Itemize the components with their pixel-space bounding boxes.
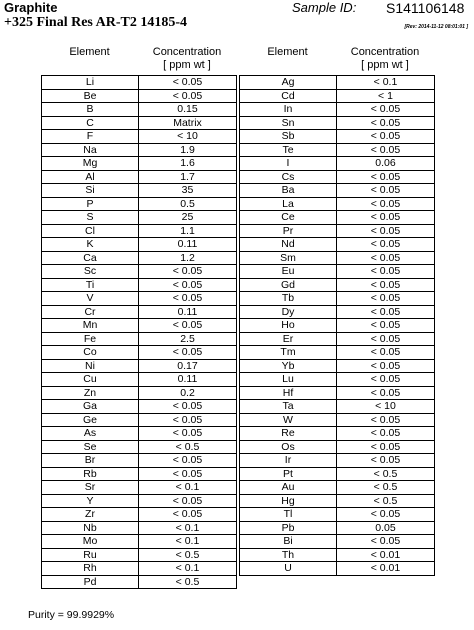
element-symbol: Sm: [240, 251, 337, 265]
element-symbol: Ge: [42, 413, 139, 427]
element-symbol: Pb: [240, 521, 337, 535]
concentration-value: < 0.05: [337, 103, 435, 117]
element-symbol: Hg: [240, 494, 337, 508]
table-row: [240, 359, 435, 373]
element-symbol: Ho: [240, 319, 337, 333]
concentration-value: < 0.5: [139, 548, 237, 562]
table-row: [42, 116, 237, 130]
concentration-value: 0.17: [139, 359, 237, 373]
element-symbol: Zn: [42, 386, 139, 400]
element-symbol: Sc: [42, 265, 139, 279]
table-row: [42, 535, 237, 549]
table-row: [42, 562, 237, 576]
table-row: [42, 332, 237, 346]
concentration-value: < 0.1: [337, 76, 435, 90]
concentration-value: < 0.05: [139, 76, 237, 90]
right-concentration-header: [336, 46, 434, 72]
table-row: [42, 157, 237, 171]
element-symbol: Gd: [240, 278, 337, 292]
concentration-value: < 0.05: [337, 238, 435, 252]
element-symbol: Nd: [240, 238, 337, 252]
table-row: [42, 413, 237, 427]
table-row: [42, 575, 237, 589]
element-symbol: Ni: [42, 359, 139, 373]
table-row: [240, 548, 435, 562]
element-symbol: Cr: [42, 305, 139, 319]
concentration-value: 1.9: [139, 143, 237, 157]
table-row: [42, 305, 237, 319]
element-symbol: Hf: [240, 386, 337, 400]
table-row: [42, 494, 237, 508]
right-element-header: [239, 46, 336, 59]
concentration-value: < 0.05: [337, 265, 435, 279]
table-row: [42, 548, 237, 562]
right-concentration-table: [239, 75, 435, 576]
element-symbol: Ba: [240, 184, 337, 198]
element-symbol: Rb: [42, 467, 139, 481]
concentration-value: < 0.05: [139, 400, 237, 414]
element-symbol: V: [42, 292, 139, 306]
table-row: [42, 170, 237, 184]
concentration-value: < 0.05: [139, 319, 237, 333]
element-symbol: Th: [240, 548, 337, 562]
concentration-value: < 0.05: [139, 494, 237, 508]
table-row: [240, 251, 435, 265]
concentration-value: < 0.05: [337, 508, 435, 522]
table-row: [240, 386, 435, 400]
element-symbol: Ru: [42, 548, 139, 562]
concentration-value: < 0.05: [337, 440, 435, 454]
table-row: [42, 251, 237, 265]
element-symbol: La: [240, 197, 337, 211]
element-symbol: Tm: [240, 346, 337, 360]
table-row: [240, 103, 435, 117]
element-symbol: U: [240, 562, 337, 576]
concentration-value: 35: [139, 184, 237, 198]
element-symbol: Mg: [42, 157, 139, 171]
element-symbol: As: [42, 427, 139, 441]
table-row: [240, 89, 435, 103]
element-symbol: Al: [42, 170, 139, 184]
concentration-value: < 0.05: [139, 467, 237, 481]
table-row: [42, 130, 237, 144]
concentration-value: < 0.05: [337, 211, 435, 225]
concentration-value: < 0.05: [337, 292, 435, 306]
left-concentration-table: [41, 75, 237, 589]
concentration-value: < 10: [139, 130, 237, 144]
table-row: [240, 400, 435, 414]
concentration-value: < 0.05: [337, 143, 435, 157]
table-row: [240, 562, 435, 576]
table-row: [240, 157, 435, 171]
table-row: [42, 373, 237, 387]
sample-id-label: Sample ID:: [292, 0, 357, 15]
element-symbol: Ag: [240, 76, 337, 90]
element-symbol: Nb: [42, 521, 139, 535]
table-row: [42, 359, 237, 373]
table-row: [42, 481, 237, 495]
table-row: [240, 319, 435, 333]
table-row: [42, 76, 237, 90]
element-symbol: Mo: [42, 535, 139, 549]
table-row: [240, 197, 435, 211]
element-symbol: Yb: [240, 359, 337, 373]
table-row: [240, 143, 435, 157]
sample-description: +325 Final Res AR-T2 14185-4: [4, 15, 187, 30]
table-row: [240, 535, 435, 549]
concentration-value: < 0.05: [337, 413, 435, 427]
table-row: [240, 521, 435, 535]
concentration-value: < 0.1: [139, 535, 237, 549]
concentration-value: < 0.05: [337, 305, 435, 319]
table-row: [42, 224, 237, 238]
concentration-value: < 0.05: [337, 332, 435, 346]
table-row: [240, 413, 435, 427]
concentration-value: < 0.05: [139, 292, 237, 306]
element-symbol: B: [42, 103, 139, 117]
concentration-value: < 0.1: [139, 481, 237, 495]
table-row: [42, 508, 237, 522]
concentration-value: < 0.05: [139, 427, 237, 441]
concentration-value: < 0.05: [337, 278, 435, 292]
unit-header-label: [ ppm wt ]: [163, 59, 211, 71]
element-symbol: Cl: [42, 224, 139, 238]
concentration-value: < 0.05: [337, 319, 435, 333]
table-row: [42, 103, 237, 117]
element-symbol: Rh: [42, 562, 139, 576]
element-symbol: Er: [240, 332, 337, 346]
element-symbol: In: [240, 103, 337, 117]
table-row: [42, 386, 237, 400]
table-row: [42, 400, 237, 414]
table-row: [42, 265, 237, 279]
element-symbol: Cu: [42, 373, 139, 387]
element-symbol: Si: [42, 184, 139, 198]
purity-value: Purity = 99.9929%: [28, 609, 115, 621]
element-symbol: Te: [240, 143, 337, 157]
table-row: [42, 143, 237, 157]
table-row: [42, 521, 237, 535]
element-symbol: W: [240, 413, 337, 427]
concentration-value: < 0.05: [139, 413, 237, 427]
document-title: Graphite: [4, 0, 58, 15]
table-row: [240, 292, 435, 306]
element-symbol: C: [42, 116, 139, 130]
concentration-value: < 0.05: [139, 508, 237, 522]
concentration-value: < 0.5: [139, 575, 237, 589]
concentration-value: 1.1: [139, 224, 237, 238]
concentration-value: 1.6: [139, 157, 237, 171]
concentration-value: < 0.01: [337, 562, 435, 576]
table-row: [240, 305, 435, 319]
table-row: [42, 292, 237, 306]
element-symbol: Ir: [240, 454, 337, 468]
element-symbol: I: [240, 157, 337, 171]
concentration-value: 0.11: [139, 373, 237, 387]
element-symbol: Au: [240, 481, 337, 495]
element-symbol: P: [42, 197, 139, 211]
element-symbol: Lu: [240, 373, 337, 387]
table-row: [42, 440, 237, 454]
table-row: [240, 211, 435, 225]
table-row: [240, 224, 435, 238]
left-element-header: [41, 46, 138, 59]
element-symbol: Ce: [240, 211, 337, 225]
element-symbol: Dy: [240, 305, 337, 319]
table-row: [42, 211, 237, 225]
concentration-value: < 0.05: [139, 89, 237, 103]
table-row: [42, 278, 237, 292]
element-symbol: Sn: [240, 116, 337, 130]
table-row: [240, 481, 435, 495]
concentration-value: < 0.05: [337, 170, 435, 184]
concentration-value: 0.5: [139, 197, 237, 211]
concentration-value: < 0.05: [139, 454, 237, 468]
table-row: [42, 346, 237, 360]
element-symbol: Se: [42, 440, 139, 454]
concentration-value: Matrix: [139, 116, 237, 130]
concentration-value: < 0.5: [337, 494, 435, 508]
element-symbol: Sb: [240, 130, 337, 144]
concentration-value: < 0.05: [337, 427, 435, 441]
concentration-value: < 10: [337, 400, 435, 414]
table-row: [42, 197, 237, 211]
table-row: [240, 494, 435, 508]
table-row: [240, 427, 435, 441]
concentration-value: 0.11: [139, 238, 237, 252]
element-symbol: Os: [240, 440, 337, 454]
element-symbol: Br: [42, 454, 139, 468]
table-row: [240, 278, 435, 292]
element-symbol: Be: [42, 89, 139, 103]
concentration-value: < 0.05: [139, 346, 237, 360]
element-symbol: Tb: [240, 292, 337, 306]
table-row: [240, 116, 435, 130]
element-symbol: F: [42, 130, 139, 144]
element-symbol: Zr: [42, 508, 139, 522]
element-symbol: Na: [42, 143, 139, 157]
table-row: [240, 346, 435, 360]
concentration-value: < 0.05: [337, 184, 435, 198]
table-row: [42, 454, 237, 468]
element-symbol: S: [42, 211, 139, 225]
concentration-value: < 0.05: [337, 224, 435, 238]
table-row: [42, 319, 237, 333]
element-symbol: Ti: [42, 278, 139, 292]
concentration-value: < 0.05: [337, 251, 435, 265]
concentration-value: < 0.01: [337, 548, 435, 562]
concentration-value: 0.11: [139, 305, 237, 319]
element-symbol: Sr: [42, 481, 139, 495]
concentration-value: 0.06: [337, 157, 435, 171]
table-row: [240, 76, 435, 90]
table-row: [240, 332, 435, 346]
table-row: [240, 467, 435, 481]
table-row: [42, 427, 237, 441]
concentration-value: < 0.5: [337, 481, 435, 495]
element-header-label: Element: [69, 46, 110, 58]
element-symbol: K: [42, 238, 139, 252]
concentration-value: 25: [139, 211, 237, 225]
table-row: [42, 238, 237, 252]
concentration-value: < 0.05: [337, 386, 435, 400]
concentration-value: < 0.1: [139, 521, 237, 535]
element-symbol: Ta: [240, 400, 337, 414]
concentration-value: < 0.5: [139, 440, 237, 454]
element-symbol: Y: [42, 494, 139, 508]
concentration-value: < 0.05: [337, 373, 435, 387]
concentration-header-label: Concentration: [152, 46, 222, 58]
element-symbol: Cs: [240, 170, 337, 184]
table-row: [240, 238, 435, 252]
table-row: [42, 89, 237, 103]
left-concentration-header: [138, 46, 236, 72]
element-symbol: Fe: [42, 332, 139, 346]
concentration-value: < 0.05: [337, 197, 435, 211]
element-symbol: Pr: [240, 224, 337, 238]
element-symbol: Mn: [42, 319, 139, 333]
table-row: [240, 265, 435, 279]
concentration-value: < 1: [337, 89, 435, 103]
element-symbol: Bi: [240, 535, 337, 549]
concentration-value: < 0.05: [139, 265, 237, 279]
element-symbol: Ca: [42, 251, 139, 265]
table-row: [240, 454, 435, 468]
concentration-value: < 0.05: [337, 535, 435, 549]
concentration-value: 1.7: [139, 170, 237, 184]
concentration-value: 0.15: [139, 103, 237, 117]
concentration-value: 2.5: [139, 332, 237, 346]
element-symbol: Li: [42, 76, 139, 90]
concentration-value: < 0.05: [139, 278, 237, 292]
concentration-value: < 0.05: [337, 454, 435, 468]
concentration-value: 0.2: [139, 386, 237, 400]
element-symbol: Eu: [240, 265, 337, 279]
concentration-value: 1.2: [139, 251, 237, 265]
concentration-value: < 0.05: [337, 359, 435, 373]
table-row: [42, 467, 237, 481]
table-row: [240, 184, 435, 198]
table-row: [240, 130, 435, 144]
element-symbol: Pd: [42, 575, 139, 589]
concentration-value: < 0.05: [337, 130, 435, 144]
concentration-value: < 0.05: [337, 346, 435, 360]
table-row: [240, 440, 435, 454]
element-symbol: Pt: [240, 467, 337, 481]
element-header-label: Element: [267, 46, 308, 58]
element-symbol: Cd: [240, 89, 337, 103]
concentration-value: < 0.1: [139, 562, 237, 576]
revision-stamp: [Rev: 2014-11-12 08:01:01 ]: [404, 24, 468, 30]
table-row: [240, 170, 435, 184]
table-row: [42, 184, 237, 198]
element-symbol: Tl: [240, 508, 337, 522]
concentration-header-label: Concentration: [350, 46, 420, 58]
table-row: [240, 373, 435, 387]
table-row: [240, 508, 435, 522]
element-symbol: Re: [240, 427, 337, 441]
element-symbol: Co: [42, 346, 139, 360]
element-symbol: Ga: [42, 400, 139, 414]
concentration-value: < 0.05: [337, 116, 435, 130]
concentration-value: < 0.5: [337, 467, 435, 481]
unit-header-label: [ ppm wt ]: [361, 59, 409, 71]
sample-id-value: S141106148: [386, 0, 465, 16]
concentration-value: 0.05: [337, 521, 435, 535]
